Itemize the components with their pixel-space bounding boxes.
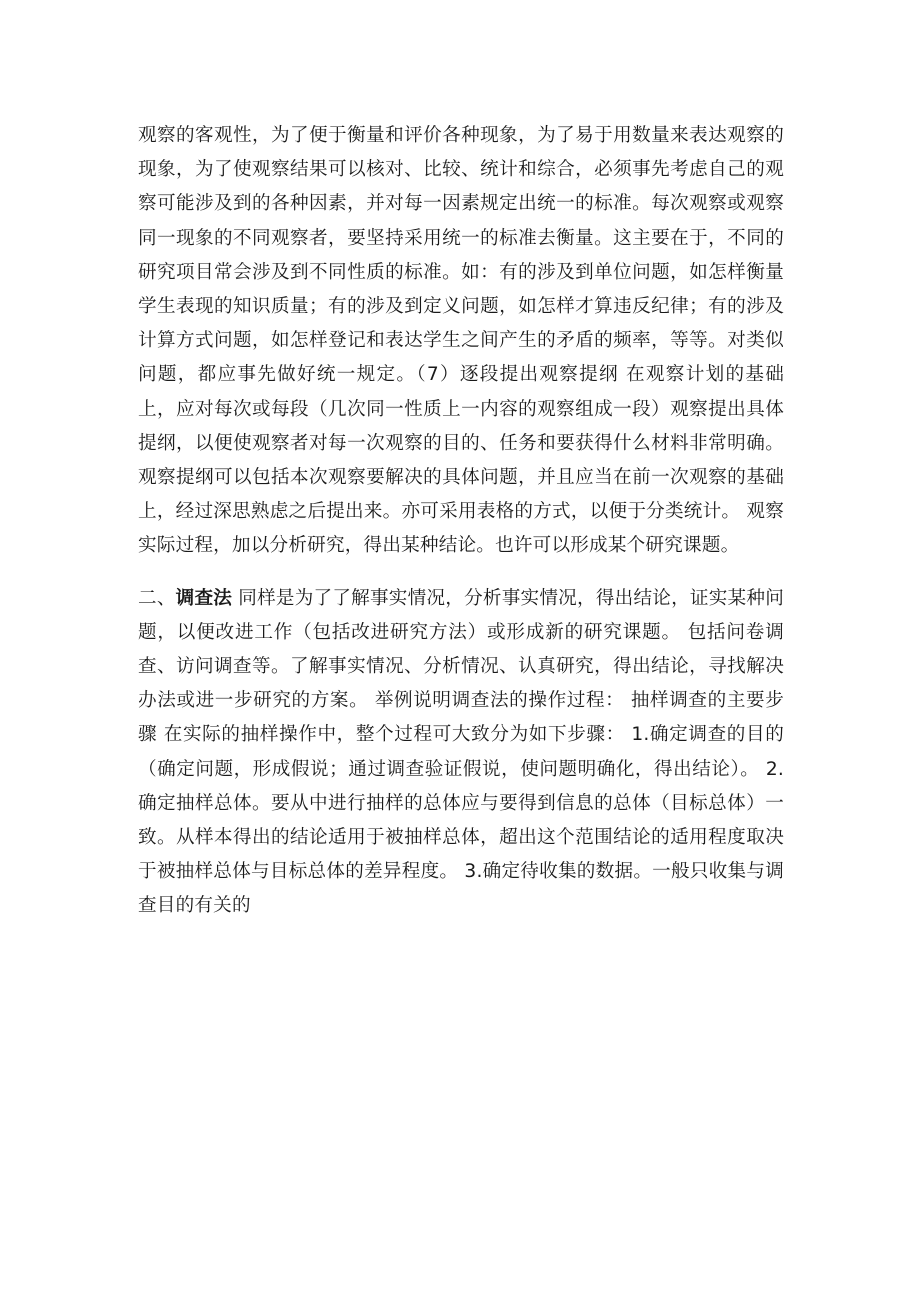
document-page [138, 119, 784, 924]
paragraph-observation-method: 观察的客观性，为了便于衡量和评价各种现象，为了易于用数量来表达观察的现象，为了使观察结果可以核对、比较、统计和综合，必须事先考虑自己的观察可能涉及到的各种因素，并对每一因素规定出统一的标准。每次观察或观察同一现象的不同观察者，要坚持采用统一的标准去衡量。这主要在于，不同的研究项目常会涉及到不同性质的标准。如：有的涉及到单位问题，如怎样衡量学生表现的知识质量；有的涉及到定义问题，如怎样才算违反纪律；有的涉及计算方式问题，如怎样登记和表达学生之间产生的矛盾的频率，等等。对类似问题，都应事先做好统一规定。（7）逐段提出观察提纲 在观察计划的基础上，应对每次或每段（几次同一性质上一内容的观察组成一段）观察提出具体提纲，以便使观察者对每一次观察的目的、任务和要获得什么材料非常明确。观察提纲可以包括本次观察要解决的具体问题，并且应当在前一次观察的基础上，经过深思熟虑之后提出来。亦可采用表格的方式，以便于分类统计。 观察实际过程，加以分析研究，得出某种结论。也许可以形成某个研究课题。 [138, 125, 784, 557]
section-title: 调查法 [175, 587, 233, 609]
section-body: 同样是为了了解事实情况，分析事实情况，得出结论，证实某种问题，以便改进工作（包括改进研究方法）或形成新的研究课题。 包括问卷调查、访问调查等。了解事实情况、分析情况、认真研究，得出结论，寻找解决办法或进一步研究的方案。 举例说明调查法的操作过程： 抽样调查的主要步骤 在实际的抽样操作中，整个过程可大致分为如下步骤： 1.确定调查的目的（确定问题，形成假说；通过调查验证假说，使问题明确化，得出结论）。 2.确定抽样总体。要从中进行抽样的总体应与要得到信息的总体（目标总体）一致。从样本得出的结论适用于被抽样总体，超出这个范围结论的适用程度取决于被抽样总体与目标总体的差异程度。 3.确定待收集的数据。一般只收集与调查目的有关的 [138, 587, 784, 917]
section-number: 二、 [138, 587, 176, 609]
paragraph-survey-method [138, 582, 784, 924]
